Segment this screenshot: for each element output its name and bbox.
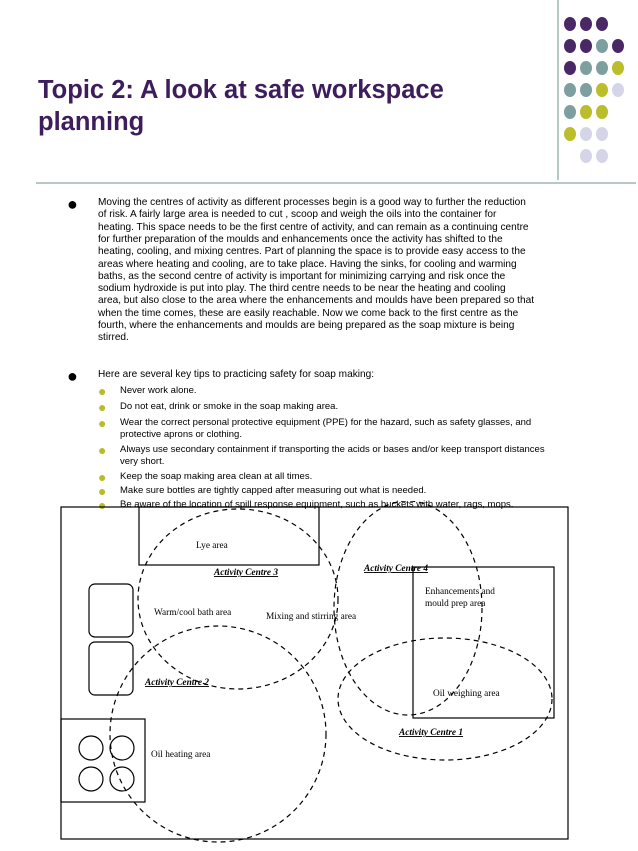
paragraph-1-line: area, but also close to the area where the enhancements and moulds have been prepared so that: [98, 295, 535, 307]
burner: [110, 767, 134, 791]
dot-purple: [612, 39, 624, 53]
tip-item: Make sure bottles are tightly capped after measuring out what is needed.: [120, 485, 427, 496]
dot-lavender: [612, 83, 624, 97]
sub-bullet-marker: ●: [98, 483, 107, 499]
paragraph-1-line: for further preparation of the moulds and enhancements once the activity has shifted to the: [98, 233, 503, 245]
paragraph-1-line: baths, as the second centre of activity is important for minimizing carrying and risk once the: [98, 270, 506, 282]
tip-item: Be aware of the location of spill response equipment, such as buckets with water, rags, mops.: [120, 499, 514, 510]
sink-top: [89, 584, 133, 637]
header-horizontal-rule: [36, 182, 636, 184]
page-title: [38, 74, 538, 138]
decorative-dot-grid: [562, 14, 634, 184]
dot-purple: [596, 17, 608, 31]
label-mixing-stirring: Mixing and stirring area: [266, 612, 357, 622]
label-activity-centre-2: Activity Centre 2: [145, 678, 210, 688]
paragraph-1-line: stirred.: [98, 332, 129, 344]
dot-lime: [596, 83, 608, 97]
dot-lime: [564, 127, 576, 141]
dot-teal: [564, 83, 576, 97]
tip-item-continued: very short.: [120, 455, 165, 467]
burner: [110, 736, 134, 760]
label-lye-area: Lye area: [196, 541, 228, 551]
sub-bullet-marker: ●: [98, 383, 107, 399]
dot-purple: [564, 61, 576, 75]
paragraph-1-line: areas where heating and cooling, are to take place. Having the sinks, for cooling and warming: [98, 258, 517, 270]
title-line-1: Topic 2: A look at safe workspace: [38, 76, 444, 104]
dot-lavender: [596, 149, 608, 163]
tip-item-continued: protective aprons or clothing.: [120, 428, 242, 440]
stove-box: [61, 719, 145, 802]
label-activity-centre-1: Activity Centre 1: [399, 728, 464, 738]
title-line-2: planning: [38, 108, 145, 136]
sub-bullet-marker: ●: [98, 442, 107, 458]
activity-centre-2-boundary: [110, 626, 326, 842]
paragraph-2: Here are several key tips to practicing safety for soap making:: [98, 369, 375, 380]
paragraph-1-line: heating. This space needs to be the first centre of activity, and can remain as a continuing centre: [98, 221, 529, 233]
paragraph-1-line: when the time comes, these are easily reachable. Now we come back to the first centre as the: [98, 307, 519, 319]
label-mould-prep: mould prep area: [425, 599, 486, 609]
paragraph-1-line: Moving the centres of activity as different processes begin is a good way to further the reduction: [98, 197, 526, 208]
activity-centre-3-boundary: [138, 509, 338, 689]
bullet-marker: ●: [67, 194, 78, 214]
dot-teal: [580, 61, 592, 75]
paragraph-1-line: sodium hydroxide is put into play. The third centre needs to be near the heating and cooling: [98, 283, 506, 295]
sub-bullet-marker: ●: [98, 497, 107, 513]
paragraph-1-line: heating, cooling, and mixing centres. Part of planning the space is to provide easy access to the: [98, 246, 526, 258]
room-outline: [61, 507, 568, 839]
dot-purple: [564, 39, 576, 53]
sub-bullet-marker: ●: [98, 399, 107, 415]
dot-lavender: [580, 127, 592, 141]
label-activity-centre-3: Activity Centre 3: [214, 568, 279, 578]
label-oil-heating: Oil heating area: [151, 750, 211, 760]
tip-item: Keep the soap making area clean at all times.: [120, 471, 313, 482]
dot-purple: [580, 39, 592, 53]
sink-bottom: [89, 642, 133, 695]
paragraph-1-line: fourth, where the enhancements and moulds are being prepared as the soap mixture is being: [98, 320, 515, 331]
sub-bullet-marker: ●: [98, 415, 107, 431]
tip-item: Never work alone.: [120, 385, 197, 396]
label-activity-centre-4: Activity Centre 4: [364, 564, 429, 574]
dot-lavender: [580, 149, 592, 163]
dot-teal: [580, 83, 592, 97]
header-vertical-rule: [557, 0, 559, 180]
dot-lime: [612, 61, 624, 75]
dot-lime: [580, 105, 592, 119]
bullet-marker: ●: [67, 366, 78, 386]
dot-teal: [596, 39, 608, 53]
dot-purple: [580, 17, 592, 31]
label-oil-weighing: Oil weighing area: [433, 689, 500, 699]
dot-purple: [564, 17, 576, 31]
sub-bullet-marker: ●: [98, 469, 107, 485]
label-enhancements: Enhancements and: [425, 587, 495, 597]
label-warm-cool-bath: Warm/cool bath area: [154, 608, 232, 618]
dot-lime: [596, 105, 608, 119]
dot-teal: [564, 105, 576, 119]
burner: [79, 736, 103, 760]
activity-centre-1-boundary: [338, 638, 552, 760]
paragraph-1-line: of risk. A fairly large area is needed to cut , scoop and weigh the oils into the container for: [98, 209, 497, 221]
dot-teal: [596, 61, 608, 75]
dot-lavender: [596, 127, 608, 141]
tip-item: Always use secondary containment if transporting the acids or bases and/or keep transport distances: [120, 444, 545, 455]
workspace-layout-diagram: [58, 497, 582, 843]
lye-area-box: [139, 507, 319, 565]
burner: [79, 767, 103, 791]
tip-item: Do not eat, drink or smoke in the soap making area.: [120, 401, 339, 412]
tip-item: Wear the correct personal protective equipment (PPE) for the hazard, such as safety glasses, and: [120, 417, 532, 428]
